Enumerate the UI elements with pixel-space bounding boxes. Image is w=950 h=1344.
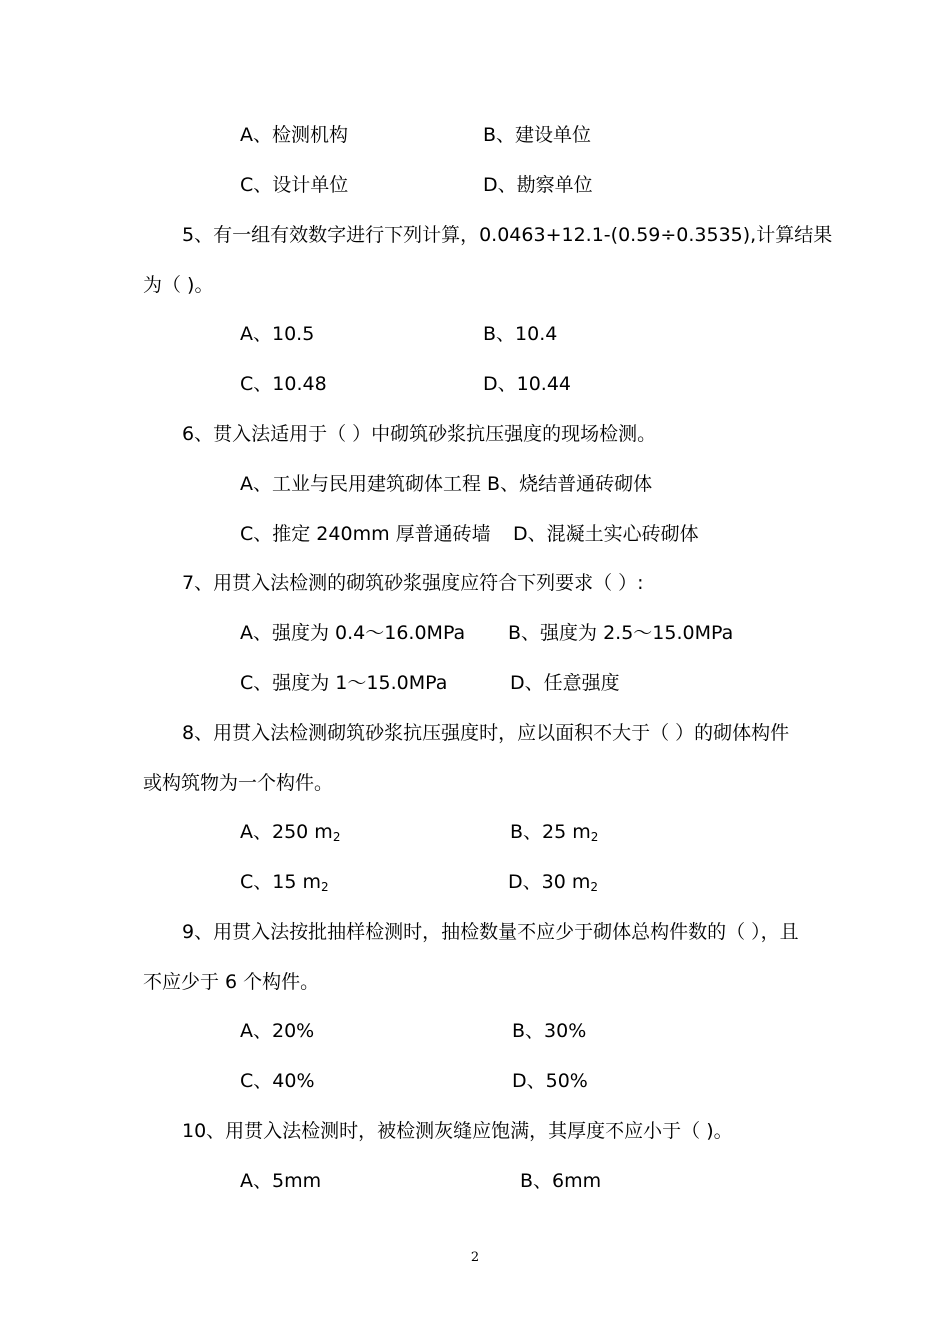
option-right: B、建设单位 [483, 124, 592, 146]
question-text: 6、贯入法适用于（ ）中砌筑砂浆抗压强度的现场检测。 [182, 423, 657, 445]
option-left: A、5mm [240, 1170, 322, 1192]
subscript-2: 2 [332, 830, 341, 844]
question-text: 5、有一组有效数字进行下列计算，0.0463+12.1-(0.59÷0.3535),计算结果 [182, 224, 833, 246]
option-right: B、强度为 2.5～15.0MPa [508, 622, 734, 644]
question-continuation: 为（ )。 [143, 274, 214, 296]
option-right: D、30 $m_2$ [508, 871, 598, 894]
option-left: A、10.5 [240, 323, 315, 345]
page-number: 2 [470, 1250, 480, 1265]
question-continuation: 或构筑物为一个构件。 [143, 772, 334, 794]
option-left: A、250 $m_2$ [240, 821, 341, 844]
question-text: 7、用贯入法检测的砌筑砂浆强度应符合下列要求（ ）: [182, 572, 644, 594]
subscript-2: 2 [590, 830, 599, 844]
option-right: D、勘察单位 [483, 174, 593, 196]
option-right: D、任意强度 [510, 672, 620, 694]
option-left: A、强度为 0.4～16.0MPa [240, 622, 466, 644]
option-left: C、40% [240, 1070, 315, 1092]
question-continuation: 不应少于 6 个构件。 [143, 971, 320, 993]
option-left: A、检测机构 [240, 124, 348, 146]
option-right: D、混凝土实心砖砌体 [513, 523, 699, 545]
subscript-2: 2 [321, 880, 329, 894]
option-right: B、6mm [520, 1170, 602, 1192]
option-left: C、强度为 1～15.0MPa [240, 672, 448, 694]
option-left: A、20% [240, 1020, 315, 1042]
option-right: D、50% [512, 1070, 588, 1092]
option-left: C、15 $m_2$ [240, 871, 329, 894]
option-left: C、设计单位 [240, 174, 349, 196]
option-left: A、工业与民用建筑砌体工程 B、烧结普通砖砌体 [240, 473, 653, 495]
option-left: C、10.48 [240, 373, 327, 395]
question-text: 10、用贯入法检测时，被检测灰缝应饱满，其厚度不应小于（ )。 [182, 1120, 733, 1142]
question-text: 8、用贯入法检测砌筑砂浆抗压强度时，应以面积不大于（ ）的砌体构件 [182, 722, 790, 744]
option-left: C、推定 240mm 厚普通砖墙 [240, 523, 491, 545]
subscript-2: 2 [590, 880, 598, 894]
option-right: B、25 $m_2$ [510, 821, 599, 844]
question-text: 9、用贯入法按批抽样检测时，抽检数量不应少于砌体总构件数的（ ），且 [182, 921, 799, 943]
option-right: B、10.4 [483, 323, 558, 345]
option-right: D、10.44 [483, 373, 572, 395]
option-right: B、30% [512, 1020, 587, 1042]
